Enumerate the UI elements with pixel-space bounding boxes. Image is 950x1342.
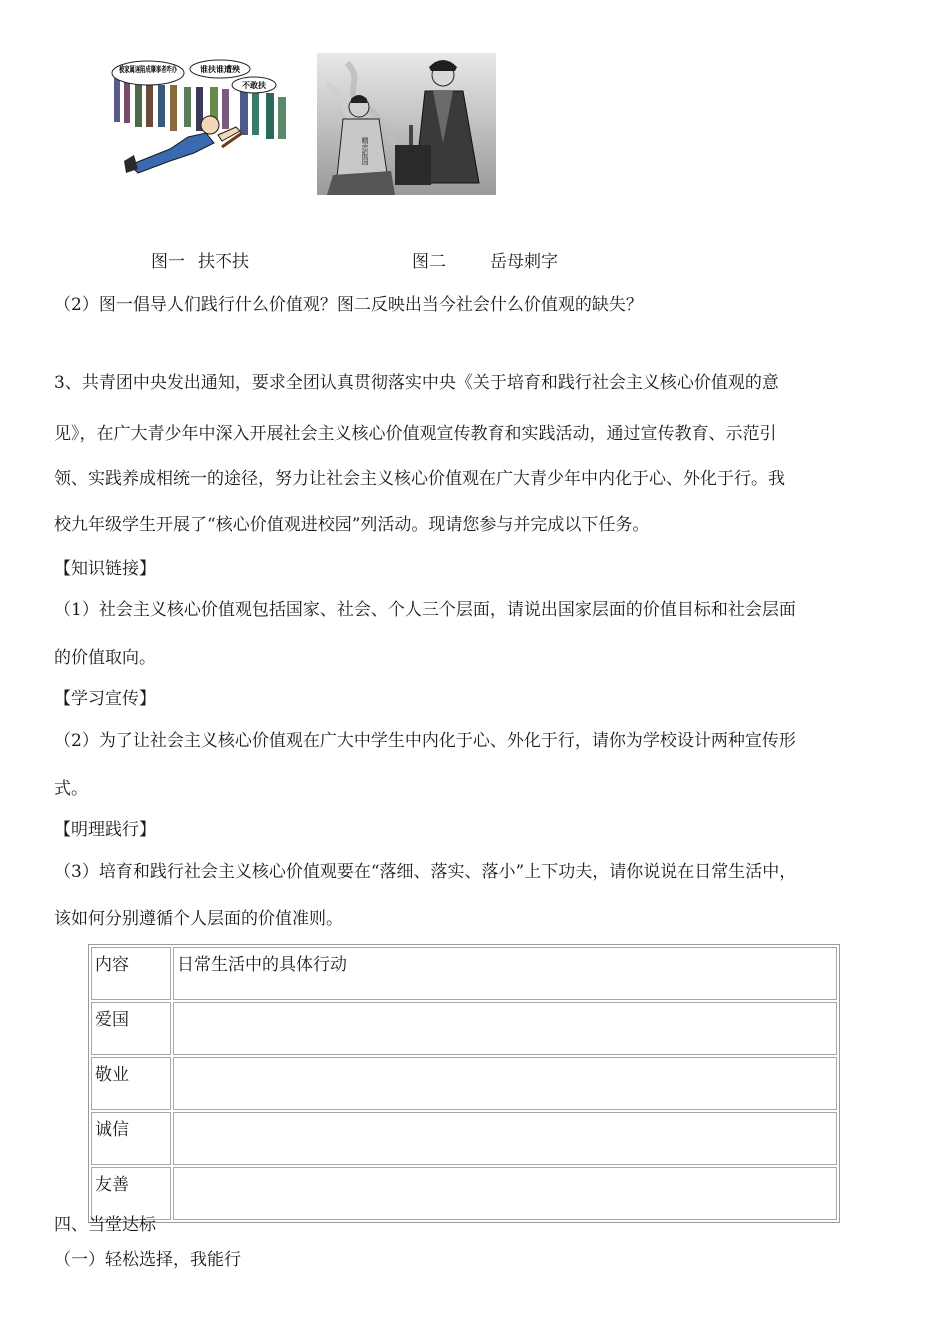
problem-3-intro-line-2: 见》，在广大青少年中深入开展社会主义核心价值观宣传教育和实践活动，通过宣传教育、示范引 (54, 424, 777, 444)
section-4-subheading: （一）轻松选择，我能行 (54, 1250, 241, 1270)
figure-1-cartoon (110, 57, 290, 180)
problem-3-intro-line-1: 3、共青团中央发出通知，要求全团认真贯彻落实中央《关于培育和践行社会主义核心价值观的意 (54, 373, 779, 393)
table-row (91, 1112, 837, 1165)
item-1-line-2: 的价值取向。 (54, 648, 156, 668)
table-header-row (91, 947, 837, 1000)
row-label-dedication: 敬业 (91, 1057, 171, 1110)
item-2-line-2: 式。 (54, 779, 88, 799)
figure-1-caption-number: 图一 (151, 252, 185, 272)
figure-2-drawing (317, 53, 496, 195)
values-table (88, 944, 840, 1223)
bubble-2-text: 谁扶谁遭殃 (200, 65, 240, 74)
row-label-integrity: 诚信 (91, 1112, 171, 1165)
problem-3-intro-line-3: 领、实践养成相统一的途径，努力让社会主义核心价值观在广大青少年中内化于心、外化于行。我 (54, 469, 785, 489)
figure-1-drawing (110, 57, 290, 180)
figure-2-caption-title: 岳母刺字 (490, 252, 558, 272)
bubble-3-text: 不敢扶 (242, 81, 266, 90)
section-4-heading: 四、当堂达标 (54, 1215, 156, 1235)
row-label-friendliness: 友善 (91, 1167, 171, 1220)
row-label-patriotism: 爱国 (91, 1002, 171, 1055)
section-knowledge-link: 【知识链接】 (54, 559, 156, 579)
answer-cell-integrity[interactable] (173, 1112, 837, 1165)
question-2-2: （2）图一倡导人们践行什么价值观？图二反映出当今社会什么价值观的缺失？ (54, 295, 643, 315)
figure-1-caption-title: 扶不扶 (198, 252, 249, 272)
header-content: 内容 (91, 947, 171, 1000)
answer-cell-patriotism[interactable] (173, 1002, 837, 1055)
values-table-container (88, 944, 840, 1223)
table-row (91, 1057, 837, 1110)
problem-3-intro-line-4: 校九年级学生开展了“核心价值观进校园”列活动。现请您参与并完成以下任务。 (54, 515, 650, 535)
answer-cell-friendliness[interactable] (173, 1167, 837, 1220)
tattoo-text: 精忠报国 (361, 137, 369, 165)
item-3-line-1: （3）培育和践行社会主义核心价值观要在“落细、落实、落小”上下功夫，请你说说在日常生活中， (54, 862, 797, 882)
figure-2-illustration (317, 53, 496, 195)
item-2-line-1: （2）为了让社会主义核心价值观在广大中学生中内化于心、外化于行，请你为学校设计两种宣传形 (54, 731, 796, 751)
answer-cell-dedication[interactable] (173, 1057, 837, 1110)
section-learning-promotion: 【学习宣传】 (54, 689, 156, 709)
section-understanding-practice: 【明理践行】 (54, 820, 156, 840)
item-1-line-1: （1）社会主义核心价值观包括国家、社会、个人三个层面，请说出国家层面的价值目标和社会层面 (54, 600, 796, 620)
table-row (91, 1167, 837, 1220)
header-actions: 日常生活中的具体行动 (173, 947, 837, 1000)
item-3-line-2: 该如何分别遵循个人层面的价值准则。 (54, 909, 343, 929)
bubble-1-text: 被家属诬陷成肇事者咋办 (119, 65, 207, 74)
figure-2-caption-number: 图二 (412, 252, 446, 272)
table-row (91, 1002, 837, 1055)
